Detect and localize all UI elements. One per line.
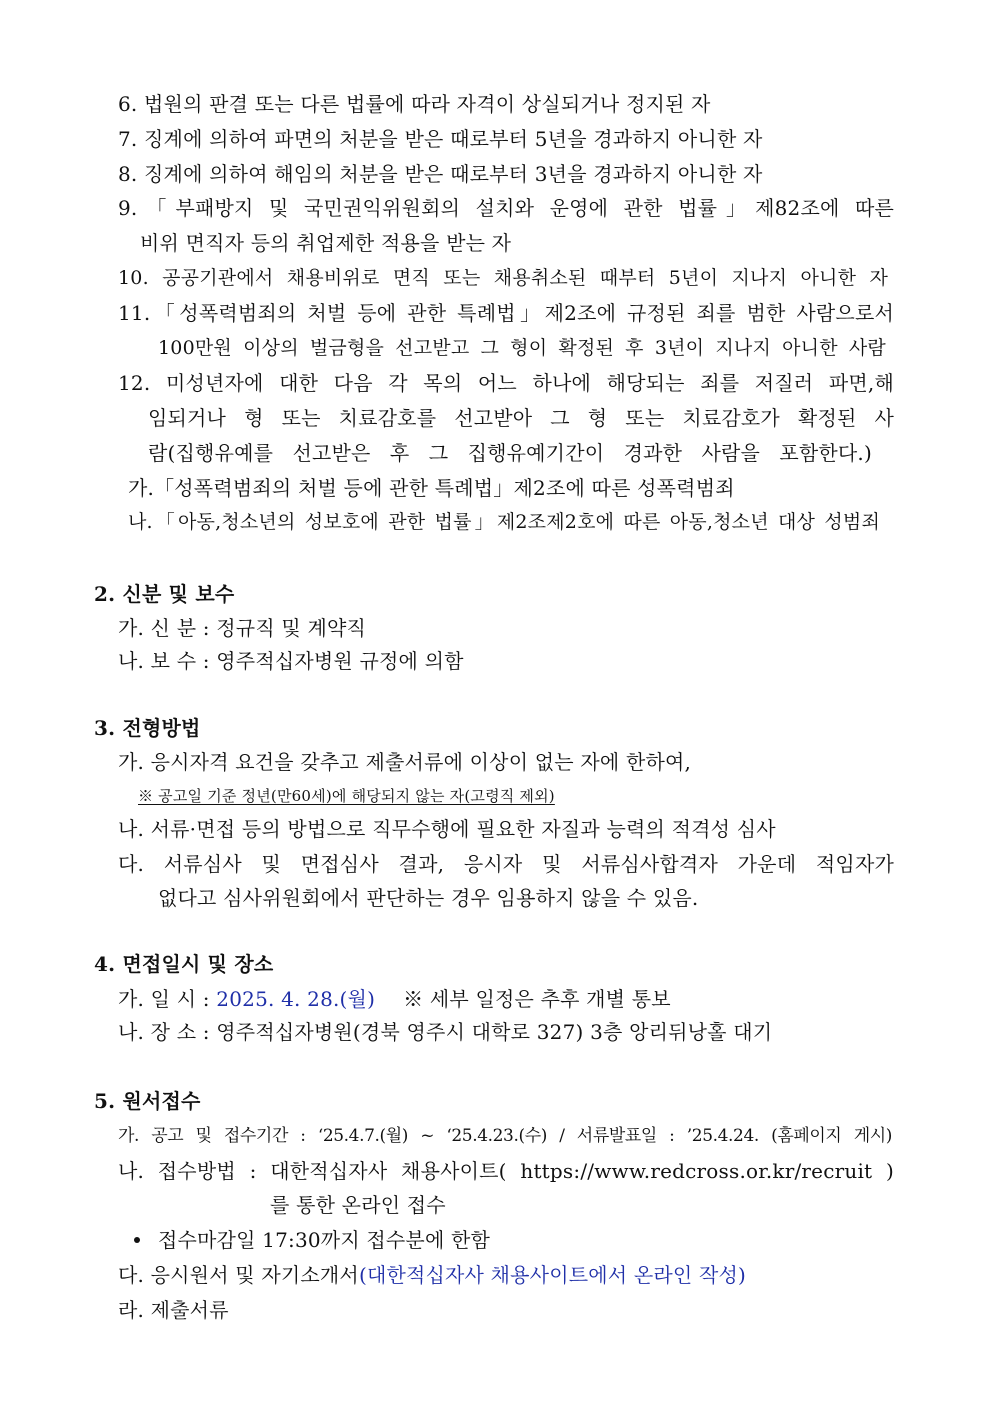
interview-date-value: 2025. 4. 28.(월) (216, 987, 376, 1011)
application-period: 가. 공고 및 접수기간 : ‘25.4.7.(월) ~ ‘25.4.23.(수) / 서류발표일 : ’25.4.24. (홈페이지 게시) (118, 1126, 892, 1146)
interview-date-label: 가. 일 시 : (118, 987, 217, 1011)
interview-date-note: ※ 세부 일정은 추후 개별 통보 (403, 987, 671, 1011)
deadline-row (134, 1226, 490, 1254)
selection-item-c: 다. 서류심사 및 면접심사 결과, 응시자 및 서류심사합격자 가운데 적임자가 (118, 852, 894, 876)
application-forms-row (118, 1261, 746, 1289)
retirement-age-note: ※ 공고일 기준 정년(만60세)에 해당되지 않는 자(고령직 제외) (138, 787, 555, 805)
section-5-heading: 5. 원서접수 (94, 1089, 201, 1113)
disqualification-item-10: 10. 공공기관에서 채용비위로 면직 또는 채용취소된 때부터 5년이 지나지 아니한 자 (118, 267, 888, 289)
section-3-heading: 3. 전형방법 (94, 716, 201, 740)
disqualification-item-12-cont2: 람(집행유예를 선고받은 후 그 집행유예기간이 경과한 사람을 포함한다.) (148, 441, 872, 465)
selection-item-b: 나. 서류·면접 등의 방법으로 직무수행에 필요한 자질과 능력의 적격성 심사 (118, 817, 776, 841)
section-4-heading: 4. 면접일시 및 장소 (94, 952, 274, 976)
interview-place: 나. 장 소 : 영주적십자병원(경북 영주시 대학로 327) 3층 앙리뒤낭홀 대기 (118, 1020, 773, 1044)
submission-documents: 라. 제출서류 (118, 1298, 229, 1322)
application-method-cont: 를 통한 온라인 접수 (270, 1193, 446, 1217)
disqualification-item-9-cont: 비위 면직자 등의 취업제한 적용을 받는 자 (140, 231, 512, 255)
application-forms-note: (대한적십자사 채용사이트에서 온라인 작성) (358, 1263, 746, 1287)
selection-item-a: 가. 응시자격 요건을 갖추고 제출서류에 이상이 없는 자에 한하여, (118, 750, 692, 774)
pay-item: 나. 보 수 : 영주적십자병원 규정에 의함 (118, 649, 464, 673)
disqualification-item-8: 8. 징계에 의하여 해임의 처분을 받은 때로부터 3년을 경과하지 아니한 자 (118, 162, 763, 186)
application-forms-label: 다. 응시원서 및 자기소개서 (118, 1263, 359, 1287)
disqualification-item-12-b: 나.「아동,청소년의 성보호에 관한 법률」제2조제2호에 따른 아동,청소년 대상 성범죄 (128, 511, 880, 533)
deadline-text: 접수마감일 17:30까지 접수분에 한함 (158, 1228, 491, 1252)
selection-item-c-cont: 없다고 심사위원회에서 판단하는 경우 임용하지 않을 수 있음. (158, 886, 699, 910)
disqualification-item-11: 11.「성폭력범죄의 처벌 등에 관한 특례법」제2조에 규정된 죄를 범한 사람으로서 (118, 301, 894, 325)
interview-date-row (118, 985, 671, 1013)
disqualification-item-7: 7. 징계에 의하여 파면의 처분을 받은 때로부터 5년을 경과하지 아니한 자 (118, 127, 763, 151)
disqualification-item-11-cont: 100만원 이상의 벌금형을 선고받고 그 형이 확정된 후 3년이 지나지 아니한 사람 (158, 337, 886, 359)
disqualification-item-12-cont1: 임되거나 형 또는 치료감호를 선고받아 그 형 또는 치료감호가 확정된 사 (148, 406, 894, 430)
disqualification-item-9: 9.「부패방지 및 국민권익위원회의 설치와 운영에 관한 법률」제82조에 따른 (118, 196, 894, 220)
status-item: 가. 신 분 : 정규직 및 계약직 (118, 616, 367, 640)
section-2-heading: 2. 신분 및 보수 (94, 582, 235, 606)
disqualification-item-12: 12. 미성년자에 대한 다음 각 목의 어느 하나에 해당되는 죄를 저질러 파면,해 (118, 371, 894, 395)
application-method: 나. 접수방법 : 대한적십자사 채용사이트( https://www.redcross.or.kr/recruit ) (118, 1159, 894, 1183)
disqualification-item-12-a: 가.「성폭력범죄의 처벌 등에 관한 특례법」제2조에 따른 성폭력범죄 (128, 476, 735, 500)
bullet-icon (134, 1237, 140, 1243)
disqualification-item-6: 6. 법원의 판결 또는 다른 법률에 따라 자격이 상실되거나 정지된 자 (118, 92, 711, 116)
